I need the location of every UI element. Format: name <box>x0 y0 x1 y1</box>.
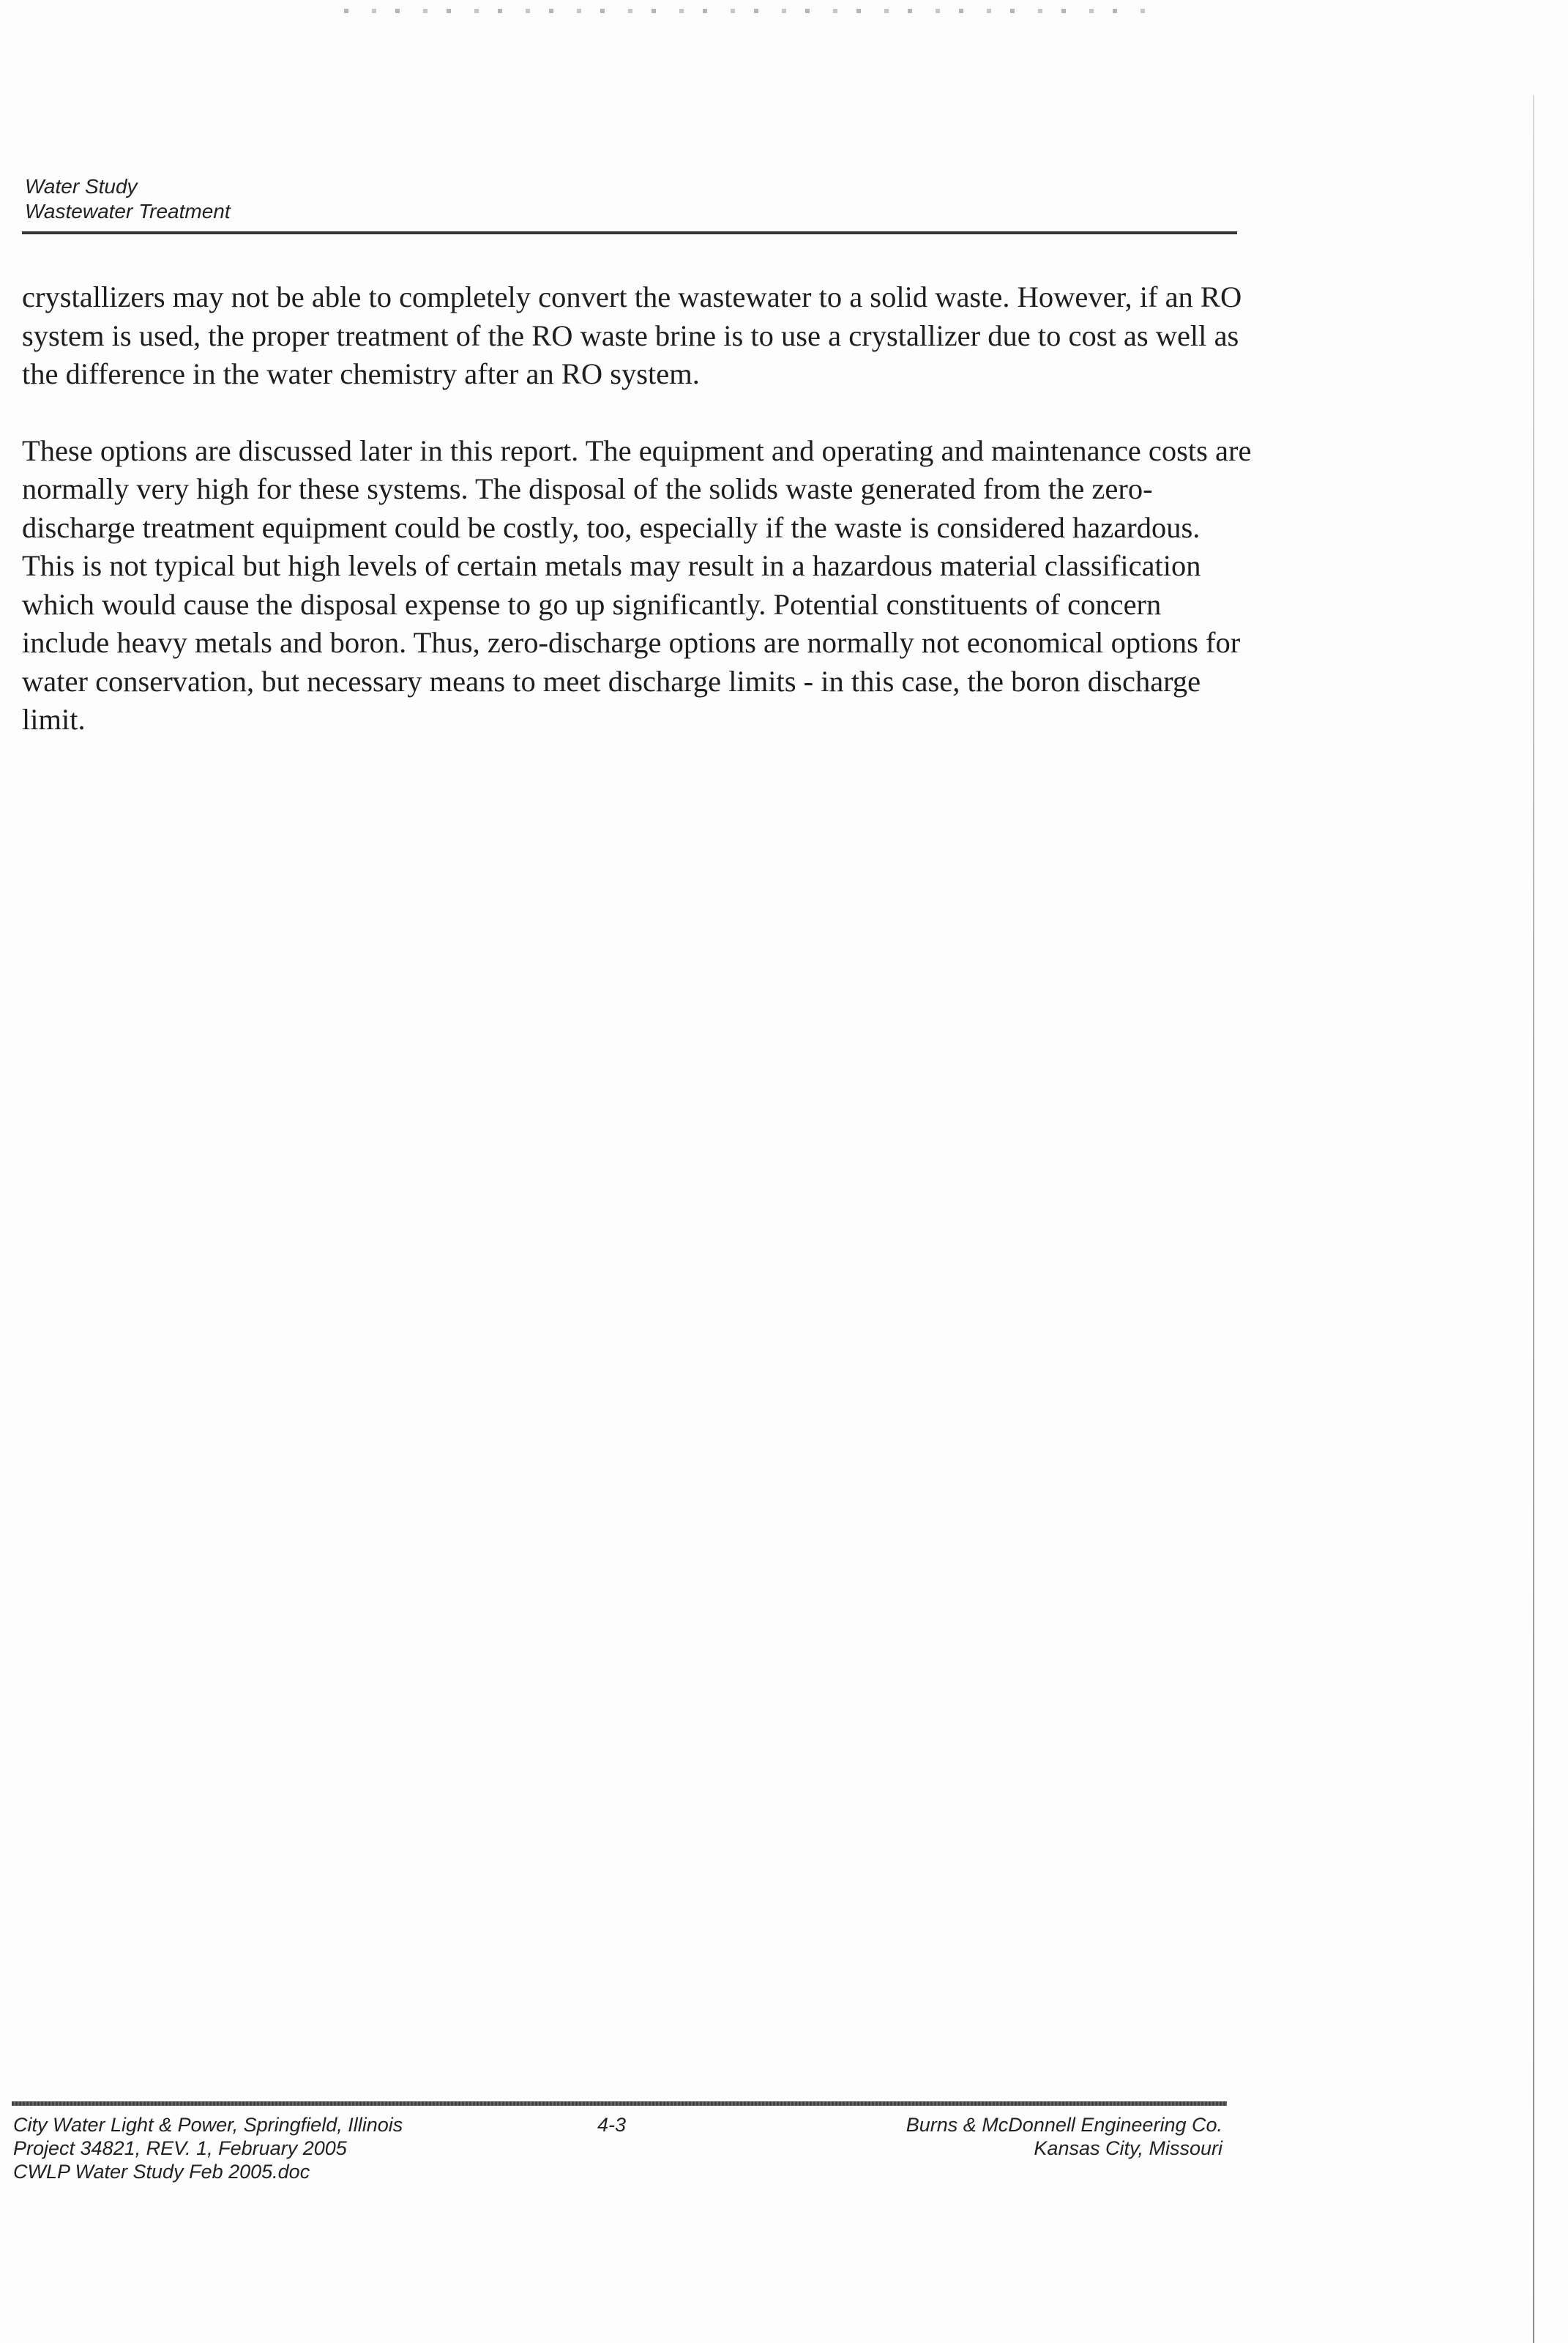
scan-edge-right <box>1533 95 1534 2343</box>
footer-company: Burns & McDonnell Engineering Co. <box>906 2114 1222 2136</box>
paragraph: crystallizers may not be able to completely convert the wastewater to a solid waste. However, if an RO system is used, the proper treatment of the RO waste brine is to use a crystallizer due to cost as well as the difference in the water chemistry after an RO system. <box>22 280 1242 390</box>
footer-location: Kansas City, Missouri <box>1034 2137 1222 2159</box>
header-document-title: Water Study <box>25 175 138 198</box>
running-header <box>25 174 231 224</box>
footer-client: City Water Light & Power, Springfield, Illinois <box>13 2114 403 2136</box>
footer-left <box>13 2113 403 2183</box>
header-section-title: Wastewater Treatment <box>25 200 231 223</box>
header-rule <box>22 231 1237 234</box>
footer-rule <box>12 2101 1227 2106</box>
scan-artifact-top <box>344 9 1149 13</box>
footer-filename: CWLP Water Study Feb 2005.doc <box>13 2161 310 2183</box>
footer-project: Project 34821, REV. 1, February 2005 <box>13 2137 347 2159</box>
footer-right <box>842 2113 1222 2160</box>
footer-page-number: 4-3 <box>597 2114 627 2136</box>
paragraph: These options are discussed later in this report. The equipment and operating and maintenance costs are normally very high for these systems. The disposal of the solids waste generated from the zero-discharge treatment equipment could be costly, too, especially if the waste is considered hazardous. This is not typical but high levels of certain metals may result in a hazardous material classification which would cause the disposal expense to go up significantly. Potential constituents of concern include heavy metals and boron. Thus, zero-discharge options are normally not economical options for water conservation, but necessary means to meet discharge limits - in this case, the boron discharge limit. <box>22 433 1252 736</box>
body-text <box>22 278 1252 778</box>
